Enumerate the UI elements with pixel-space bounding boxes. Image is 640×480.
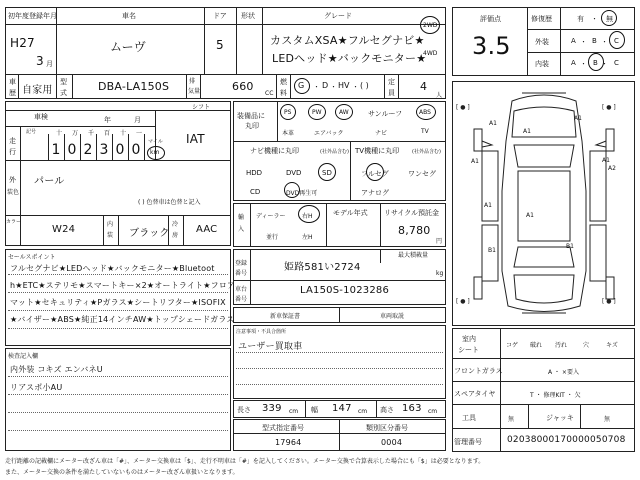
int-color-label-2: 装	[107, 232, 114, 239]
tv-label: TV機種に丸印	[355, 147, 400, 155]
ac-label-1: 冷	[172, 221, 179, 228]
class-no-label: 類別区分番号	[366, 424, 408, 432]
fuel-sep-2: ・	[330, 83, 337, 91]
seat-tear: 破れ	[530, 342, 543, 349]
jack-label: ジャッキ	[546, 414, 574, 422]
plate-value: 姫路581い2724	[284, 262, 361, 273]
model-value: DBA-LA150S	[98, 80, 170, 93]
equip-airbag: エアバック	[314, 130, 344, 137]
inspector-memo-label: 検査記入欄	[8, 353, 39, 360]
inspector-memo-line-2: リアスポ小AU	[10, 383, 63, 392]
ac-label-2: 房	[172, 232, 179, 239]
plate-label-1: 登録	[235, 260, 248, 267]
footer-note-2: また、メーター交換の条件を満たしていないものはメーター改ざん車扱いとなります。	[5, 469, 239, 476]
svg-text:[ ● ]: [ ● ]	[602, 104, 616, 111]
equipment-label-1: 装備品に	[237, 112, 265, 120]
int-color-label-1: 内	[107, 221, 114, 228]
interior-a: A	[571, 59, 576, 67]
seat-label-1: 室内	[462, 335, 476, 343]
chassis-label-1: 車台	[235, 286, 248, 293]
ac-value: AAC	[196, 224, 218, 235]
damage-mark-7: B1	[488, 247, 496, 254]
displacement-value: 660	[232, 80, 254, 93]
mileage-unit-sign: 記号	[26, 129, 37, 135]
notes-value: ユーザー買取車	[238, 342, 303, 352]
car-name-value: ムーヴ	[110, 40, 147, 54]
mileage-label-1: 走	[9, 137, 16, 145]
navi-dvd-play: DVD再生可	[286, 190, 318, 197]
tv-analog: アナログ	[361, 189, 389, 197]
mileage-label-2: 行	[9, 148, 16, 156]
notes-frame	[233, 325, 446, 399]
damage-mark-6: A1	[526, 212, 534, 219]
fuel-label-1: 燃	[280, 78, 287, 86]
warranty-label: 新車保証書	[270, 313, 301, 320]
height-value: 163	[402, 403, 422, 414]
damage-mark-4: A1	[471, 158, 479, 165]
repair-yes: 有	[577, 15, 584, 23]
chassis-label-2: 番号	[235, 296, 248, 303]
mileage-unit-100k: 十	[56, 130, 63, 137]
left-hand-drive: 左H	[302, 234, 313, 241]
width-unit: cm	[358, 408, 368, 415]
score-label: 評価点	[480, 15, 501, 23]
navi-sub: (社外品含む)	[320, 149, 349, 155]
interior-sep-1: ・	[580, 60, 587, 68]
manual-label: 車両取説	[380, 313, 405, 320]
navi-hdd: HDD	[246, 169, 263, 177]
plate-label-2: 番号	[235, 270, 248, 277]
type-no-value: 17964	[275, 438, 302, 447]
equip-aw: AW	[339, 109, 349, 116]
mileage-unit-100: 百	[104, 130, 111, 137]
tv-fullseg: フルセグ	[361, 170, 389, 178]
inspection-label: 車検	[34, 113, 48, 121]
mileage-digit-5: 0	[115, 142, 125, 158]
fuel-sep-3: ・	[352, 83, 359, 91]
front-glass-value: A ・ ×要入	[548, 369, 579, 376]
color-note: ( ) 色替車は色替と記入	[138, 199, 201, 206]
exterior-sep-2: ・	[601, 38, 608, 46]
reg-year-value: H27	[10, 36, 35, 50]
footer-note-1: 走行距離の記載欄にメーター改ざん車は「#」、メーター交換車は「$」、走行不明車は「#」を記入してください。メーター交換で合算表示した場合にも「$」は必要となります。	[5, 458, 485, 465]
model-label-2: 式	[60, 89, 67, 97]
equipment-label-2: 丸印	[245, 122, 259, 130]
model-year-label: モデル年式	[333, 209, 368, 217]
spare-tire-value: T ・ 修理KIT ・ 欠	[530, 392, 581, 399]
inspection-month: 月	[134, 116, 141, 124]
equip-sunroof: サンルーフ	[368, 110, 403, 118]
exterior-label: 外装	[535, 38, 549, 46]
height-unit: cm	[428, 408, 438, 415]
grade-label: グレード	[324, 12, 352, 20]
seat-hole: 穴	[583, 342, 590, 349]
mileage-digit-3: 2	[83, 142, 93, 158]
width-label: 幅	[311, 406, 318, 414]
length-label: 長さ	[237, 406, 251, 414]
import-dealer: ディーラー	[256, 213, 286, 220]
tools-label: 工具	[462, 414, 476, 422]
interior-b: B	[593, 59, 598, 67]
drive-4wd: 4WD	[423, 50, 438, 57]
tools-value: 無	[508, 416, 515, 423]
exterior-a: A	[571, 37, 576, 45]
mileage-unit-10k: 万	[72, 130, 79, 137]
capacity-label-2: 員	[388, 89, 395, 97]
fuel-g: G	[298, 81, 305, 90]
usage-label-2: 歴	[9, 89, 16, 97]
mileage-unit-1: 一	[136, 130, 143, 137]
recycle-unit: 円	[436, 238, 443, 245]
svg-text:[ ● ]: [ ● ]	[602, 298, 616, 305]
fuel-d: D	[322, 81, 329, 90]
seat-stain: 汚れ	[555, 342, 568, 349]
svg-text:[ ● ]: [ ● ]	[456, 298, 470, 305]
equip-ps: PS	[284, 109, 292, 116]
fuel-other: ( )	[360, 81, 369, 90]
length-unit: cm	[289, 408, 299, 415]
inspection-year: 年	[104, 116, 111, 124]
exterior-b: B	[592, 37, 597, 45]
capacity-unit: 人	[436, 92, 443, 99]
interior-c: C	[614, 59, 619, 67]
mileage-digit-6: 0	[131, 142, 141, 158]
color-label-1: 外	[9, 176, 16, 184]
max-load-unit: kg	[436, 270, 444, 277]
import-label-1: 輸	[238, 214, 245, 221]
displacement-unit: CC	[265, 90, 274, 97]
model-label-1: 型	[60, 78, 67, 86]
doors-value: 5	[216, 38, 224, 52]
mileage-digit-1: 1	[51, 142, 61, 158]
mgmt-no-value: 02038000170000050708	[507, 435, 626, 445]
width-value: 147	[332, 403, 352, 414]
equip-navi: ナビ	[375, 130, 388, 137]
mileage-unit-10: 十	[120, 130, 127, 137]
mileage-mile-label: マイル	[148, 139, 163, 145]
mileage-unit-1k: 千	[88, 130, 95, 137]
car-name-label: 車名	[122, 12, 136, 20]
capacity-value: 4	[420, 80, 428, 93]
color-no-label: カラー	[6, 219, 22, 225]
seat-burn: コゲ	[506, 342, 519, 349]
tv-oneseg: ワンセグ	[408, 170, 436, 178]
class-no-value: 0004	[381, 438, 403, 447]
sales-point-line-2: h★ETC★ステリモ★スマートキー×2★オートライト★フロア	[10, 281, 236, 290]
fuel-label-2: 料	[280, 89, 287, 97]
equip-abs: ABS	[419, 109, 431, 116]
equip-pw: PW	[312, 109, 322, 116]
sales-point-line-3: マット★セキュリティ★Pガラス★シートリフター★ISOFIX	[10, 298, 226, 307]
mileage-digit-4: 3	[99, 142, 109, 158]
capacity-label-1: 定	[388, 78, 395, 86]
usage-label-1: 車	[9, 78, 16, 86]
damage-mark-5: A1	[484, 202, 492, 209]
reg-month-value: 3	[36, 54, 44, 68]
exterior-sep-1: ・	[580, 38, 587, 46]
length-value: 339	[262, 403, 282, 414]
color-no-value: W24	[52, 224, 76, 235]
import-label-2: 入	[238, 226, 245, 233]
displacement-label-2: 気量	[188, 88, 201, 95]
interior-sep-2: ・	[601, 60, 608, 68]
doors-label: ドア	[213, 12, 227, 20]
int-color-value: ブラック	[129, 228, 170, 239]
damage-mark-1: A1	[489, 120, 497, 127]
jack-value: 無	[604, 416, 611, 423]
import-parallel: 並行	[266, 234, 279, 241]
recycle-value: 8,780	[398, 224, 431, 237]
sales-point-line-1: フルセグナビ★LEDヘッド★バックモニター★Bluetoot	[10, 264, 215, 273]
chassis-value: LA150S-1023286	[300, 285, 390, 296]
right-hand-drive: 右H	[302, 213, 313, 220]
tv-sub: (社外品含む)	[412, 149, 441, 155]
shape-label: 形状	[241, 12, 255, 20]
damage-mark-10: A2	[608, 165, 616, 172]
navi-dvd: DVD	[286, 169, 302, 177]
grade-line-2: LEDヘッド★バックモニター★	[272, 52, 427, 65]
inspector-memo-line-1: 内外装 コキズ エンバネU	[10, 365, 103, 374]
repair-sep: ・	[591, 15, 598, 23]
recycle-label: リサイクル預託金	[384, 209, 440, 217]
mileage-km: km	[150, 149, 160, 156]
sales-point-line-4: ★バイザー★ABS★純正14インチAW★トップシェードガラス	[10, 315, 235, 324]
sales-point-label: セールスポイント	[8, 254, 56, 261]
notes-label: 注意事項・不具合箇所	[236, 329, 287, 335]
seat-label-2: シート	[458, 346, 479, 354]
height-label: 高さ	[380, 406, 394, 414]
grade-line-1: カスタムXSA★フルセグナビ★	[270, 34, 425, 47]
damage-mark-8: B1	[566, 243, 574, 250]
type-no-label: 型式指定番号	[262, 424, 304, 432]
equip-tv: TV	[421, 128, 429, 135]
usage-value: 自家用	[22, 85, 53, 96]
drive-2wd: 2WD	[423, 22, 438, 29]
fuel-hv: HV	[338, 81, 350, 90]
svg-text:[ ● ]: [ ● ]	[456, 104, 470, 111]
reg-month-label: 月	[46, 60, 53, 68]
repair-label: 修復歴	[531, 15, 552, 23]
damage-mark-9: A1	[602, 157, 610, 164]
max-load-label: 最大積載量	[398, 252, 429, 259]
mileage-digit-2: 0	[67, 142, 77, 158]
navi-label: ナビ機種に丸印	[250, 147, 299, 155]
damage-mark-3: A1	[574, 115, 582, 122]
navi-sd: SD	[322, 169, 332, 177]
score-value: 3.5	[472, 32, 511, 60]
damage-mark-2: A1	[523, 128, 531, 135]
repair-no: 無	[606, 15, 613, 23]
navi-cd: CD	[250, 188, 261, 196]
shift-value: IAT	[186, 132, 205, 146]
displacement-label-1: 排	[189, 78, 196, 85]
shift-label: シフト	[192, 104, 211, 111]
front-glass-label: フロントガラス	[454, 367, 503, 375]
seat-scratch: キズ	[606, 342, 618, 349]
color-value: パール	[34, 176, 65, 187]
exterior-c: C	[614, 37, 619, 45]
equip-leather: 本革	[282, 130, 295, 137]
mgmt-no-label: 管理番号	[454, 438, 482, 446]
car-diagram	[452, 81, 635, 326]
fuel-sep-1: ・	[313, 83, 320, 91]
interior-label: 内装	[535, 60, 549, 68]
reg-year-label: 初年度登録年月	[8, 12, 57, 20]
spare-tire-label: スペアタイヤ	[454, 390, 496, 398]
color-label-2: 装色	[7, 189, 20, 196]
